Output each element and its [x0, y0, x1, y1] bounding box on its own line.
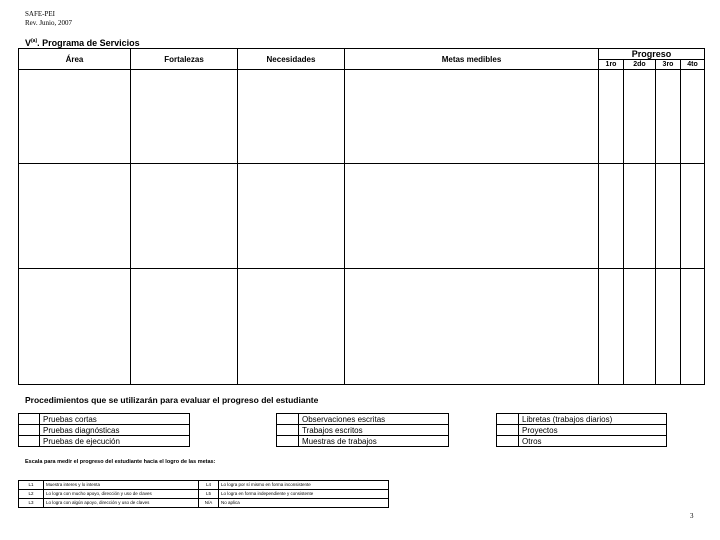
option-label: Pruebas de ejecución: [40, 436, 190, 447]
option-label: Trabajos escritos: [299, 425, 449, 436]
scale-desc: Lo logra con algún apoyo, dirección y uso de claves: [44, 499, 199, 508]
checkbox[interactable]: [277, 414, 299, 425]
cell-progress[interactable]: [681, 164, 705, 269]
scale-code: L5: [199, 490, 219, 499]
section-title: . Programa de Servicios: [37, 38, 140, 48]
scale-desc: Lo logra en forma independiente y consistente: [219, 490, 389, 499]
cell-area[interactable]: [19, 164, 131, 269]
progress-4: 4to: [681, 60, 705, 70]
scale-code: L3: [19, 499, 44, 508]
scale-title: Escala para medir el progreso del estudiante hacia el logro de las metas:: [25, 459, 216, 465]
cell-necesidades[interactable]: [238, 269, 345, 385]
cell-progress[interactable]: [624, 70, 656, 164]
progress-1: 1ro: [599, 60, 624, 70]
table-row: [19, 164, 705, 269]
option-label: Proyectos: [519, 425, 667, 436]
cell-progress[interactable]: [656, 164, 681, 269]
col-necesidades: Necesidades: [238, 49, 345, 70]
cell-metas[interactable]: [345, 164, 599, 269]
cell-progress[interactable]: [656, 70, 681, 164]
cell-progress[interactable]: [599, 164, 624, 269]
procedures-group-1: [18, 413, 190, 447]
progress-2: 2do: [624, 60, 656, 70]
cell-progress[interactable]: [624, 164, 656, 269]
cell-necesidades[interactable]: [238, 70, 345, 164]
cell-progress[interactable]: [599, 269, 624, 385]
section-heading: [25, 38, 140, 48]
cell-progress[interactable]: [599, 70, 624, 164]
option-label: Observaciones escritas: [299, 414, 449, 425]
col-fortalezas: Fortalezas: [131, 49, 238, 70]
table-row: [19, 269, 705, 385]
scale-table: [18, 480, 389, 508]
section-number: V: [25, 38, 32, 48]
services-table: [18, 48, 705, 385]
cell-necesidades[interactable]: [238, 164, 345, 269]
cell-area[interactable]: [19, 269, 131, 385]
scale-desc: Muestra interes y lo intenta: [44, 481, 199, 490]
procedures-group-2: [276, 413, 449, 447]
checkbox[interactable]: [497, 414, 519, 425]
checkbox[interactable]: [277, 436, 299, 447]
col-area: Área: [19, 49, 131, 70]
cell-progress[interactable]: [681, 70, 705, 164]
scale-desc: Lo logra con mucho apoyo, dirección y uso de claves: [44, 490, 199, 499]
option-label: Pruebas diagnósticas: [40, 425, 190, 436]
col-metas: Metas medibles: [345, 49, 599, 70]
checkbox[interactable]: [19, 414, 40, 425]
option-label: Otros: [519, 436, 667, 447]
cell-progress[interactable]: [656, 269, 681, 385]
cell-metas[interactable]: [345, 70, 599, 164]
scale-code: L2: [19, 490, 44, 499]
checkbox[interactable]: [19, 425, 40, 436]
scale-desc: No aplica: [219, 499, 389, 508]
form-code: SAFE-PEI: [25, 10, 55, 18]
cell-progress[interactable]: [624, 269, 656, 385]
cell-fortalezas[interactable]: [131, 269, 238, 385]
cell-progress[interactable]: [681, 269, 705, 385]
scale-code: L4: [199, 481, 219, 490]
progress-3: 3ro: [656, 60, 681, 70]
option-label: Libretas (trabajos diarios): [519, 414, 667, 425]
table-row: [19, 481, 389, 490]
table-row: [19, 70, 705, 164]
cell-area[interactable]: [19, 70, 131, 164]
option-label: Pruebas cortas: [40, 414, 190, 425]
checkbox[interactable]: [19, 436, 40, 447]
revision-date: Rev. Junio, 2007: [25, 19, 72, 27]
scale-code: N/A: [199, 499, 219, 508]
cell-fortalezas[interactable]: [131, 70, 238, 164]
procedures-group-3: [496, 413, 667, 447]
cell-metas[interactable]: [345, 269, 599, 385]
table-row: [19, 490, 389, 499]
checkbox[interactable]: [277, 425, 299, 436]
checkbox[interactable]: [497, 425, 519, 436]
cell-fortalezas[interactable]: [131, 164, 238, 269]
scale-code: L1: [19, 481, 44, 490]
procedures-title: Procedimientos que se utilizarán para evaluar el progreso del estudiante: [25, 395, 319, 405]
table-row: [19, 499, 389, 508]
section-superscript: (a): [31, 38, 38, 44]
page-number: 3: [690, 512, 694, 520]
col-progreso: Progreso: [599, 49, 705, 60]
scale-desc: Lo logra por sí mismo en forma inconsistente: [219, 481, 389, 490]
option-label: Muestras de trabajos: [299, 436, 449, 447]
checkbox[interactable]: [497, 436, 519, 447]
